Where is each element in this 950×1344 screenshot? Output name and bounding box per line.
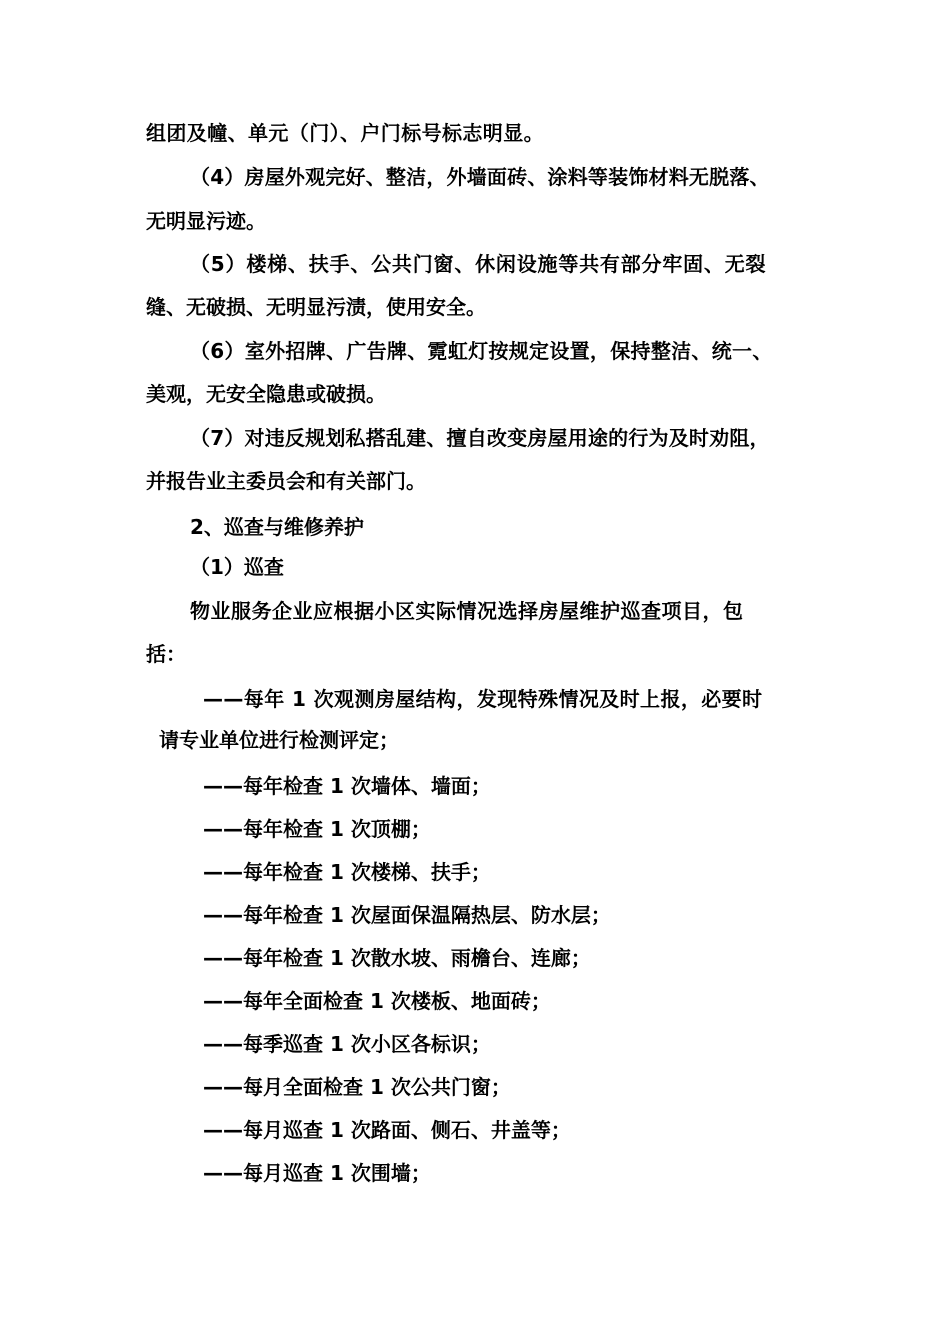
list-item: ——每月巡查 1 次围墙； (203, 1161, 431, 1185)
text-line: （4）房屋外观完好、整洁，外墙面砖、涂料等装饰材料无脱落、 (190, 165, 770, 189)
list-item: ——每季巡查 1 次小区各标识； (203, 1032, 491, 1056)
text-line: 缝、无破损、无明显污渍，使用安全。 (146, 295, 486, 319)
list-item: ——每月巡查 1 次路面、侧石、井盖等； (203, 1118, 571, 1142)
text-line: 组团及幢、单元（门）、户门标号标志明显。 (146, 121, 544, 145)
text-line: （5）楼梯、扶手、公共门窗、休闲设施等共有部分牢固、无裂 (190, 252, 767, 276)
list-item: ——每年检查 1 次屋面保温隔热层、防水层； (203, 903, 611, 927)
text-line: （6）室外招牌、广告牌、霓虹灯按规定设置，保持整洁、统一、 (190, 339, 773, 363)
subsection-heading: （1）巡查 (190, 555, 284, 579)
text-line: 物业服务企业应根据小区实际情况选择房屋维护巡查项目，包 (190, 599, 744, 623)
list-item: ——每年检查 1 次楼梯、扶手； (203, 860, 491, 884)
text-line: 括： (146, 642, 186, 666)
text-line: 无明显污迹。 (146, 209, 266, 233)
list-item: ——每年检查 1 次散水坡、雨檐台、连廊； (203, 946, 591, 970)
text-line: 美观，无安全隐患或破损。 (146, 382, 386, 406)
list-item: ——每月全面检查 1 次公共门窗； (203, 1075, 511, 1099)
list-item-continuation: 请专业单位进行检测评定； (159, 728, 399, 752)
text-line: （7）对违反规划私搭乱建、擅自改变房屋用途的行为及时劝阻， (190, 426, 770, 450)
list-item: ——每年全面检查 1 次楼板、地面砖； (203, 989, 551, 1013)
text-line: 并报告业主委员会和有关部门。 (146, 469, 426, 493)
list-item: ——每年 1 次观测房屋结构，发现特殊情况及时上报，必要时 (203, 687, 763, 711)
list-item: ——每年检查 1 次墙体、墙面； (203, 774, 491, 798)
section-heading: 2、巡查与维修养护 (190, 515, 364, 539)
list-item: ——每年检查 1 次顶棚； (203, 817, 431, 841)
